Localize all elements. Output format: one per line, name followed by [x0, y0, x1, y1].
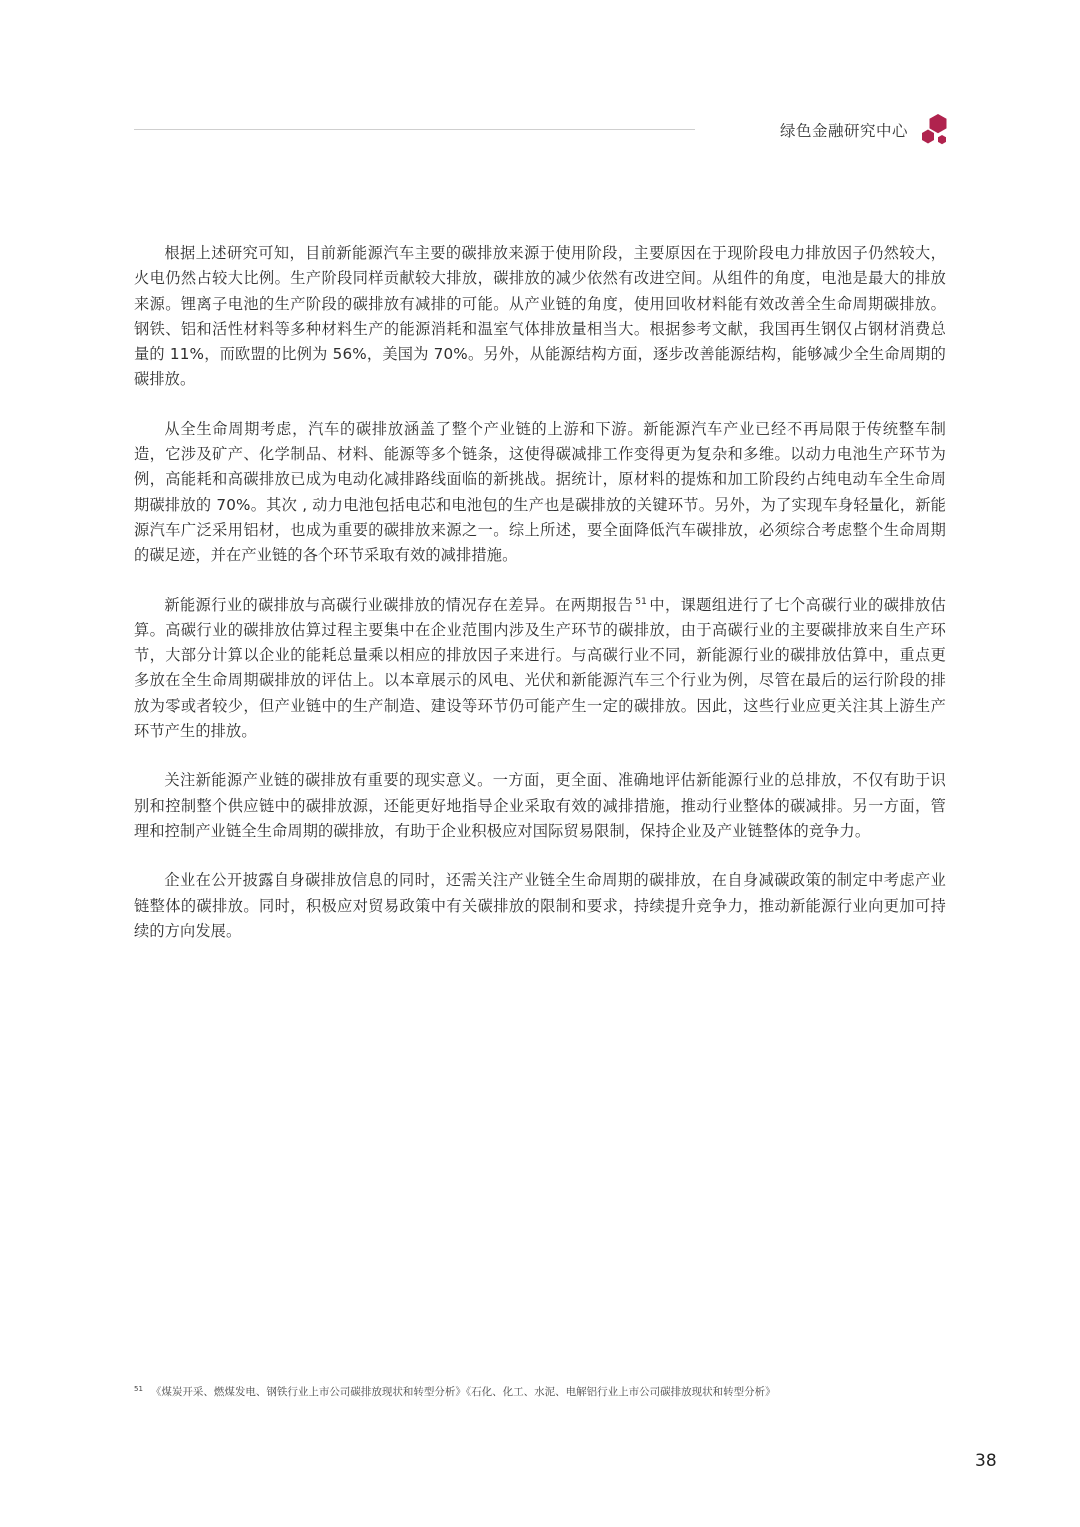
header-title: 绿色金融研究中心: [780, 122, 909, 140]
footnote: [134, 1384, 776, 1399]
paragraph: 根据上述研究可知，目前新能源汽车主要的碳排放来源于使用阶段，主要原因在于现阶段电力排放因子仍然较大，火电仍然占较大比例。生产阶段同样贡献较大排放，碳排放的减少依然有改进空间。从组件的角度，电池是最大的排放来源。锂离子电池的生产阶段的碳排放有减排的可能。从产业链的角度，使用回收材料能有效改善全生命周期碳排放。钢铁、铝和活性材料等多种材料生产的能源消耗和温室气体排放量相当大。根据参考文献，我国再生钢仅占钢材消费总量的 11%，而欧盟的比例为 56%，美国为 70%。另外，从能源结构方面，逐步改善能源结构，能够减少全生命周期的碳排放。: [134, 244, 946, 389]
paragraph-text: 中，课题组进行了七个高碳行业的碳排放估算。高碳行业的碳排放估算过程主要集中在企业范围内涉及生产环节的碳排放，由于高碳行业的主要碳排放来自生产环节，大部分计算以企业的能耗总量乘以相应的排放因子来进行。与高碳行业不同，新能源行业的碳排放估算中，重点更多放在全生命周期碳排放的评估上。以本章展示的风电、光伏和新能源汽车三个行业为例，尽管在最后的运行阶段的排放为零或者较少，但产业链中的生产制造、建设等环节仍可能产生一定的碳排放。因此，这些行业应更关注其上游生产环节产生的排放。: [134, 595, 947, 741]
footnote-reference[interactable]: 51: [635, 596, 648, 607]
hexagon-cluster-icon: [920, 113, 950, 147]
footnote-text: 《煤炭开采、燃煤发电、钢铁行业上市公司碳排放现状和转型分析》《石化、化工、水泥、电解铝行业上市公司碳排放现状和转型分析》: [150, 1386, 776, 1398]
header-divider: [134, 129, 695, 130]
footnote-mark: 51: [134, 1385, 143, 1393]
paragraph: 从全生命周期考虑，汽车的碳排放涵盖了整个产业链的上游和下游。新能源汽车产业已经不再局限于传统整车制造，它涉及矿产、化学制品、材料、能源等多个链条，这使得碳减排工作变得更为复杂和多维。以动力电池生产环节为例，高能耗和高碳排放已成为电动化减排路线面临的新挑战。据统计，原材料的提炼和加工阶段约占纯电动车全生命周期碳排放的 70%。其次 , 动力电池包括电芯和电池包的生产也是碳排放的关键环节。另外，为了实现车身轻量化，新能源汽车广泛采用铝材，也成为重要的碳排放来源之一。综上所述，要全面降低汽车碳排放，必须综合考虑整个生命周期的碳足迹，并在产业链的各个环节采取有效的减排措施。: [134, 419, 946, 565]
paragraph: [134, 593, 946, 745]
paragraph: 企业在公开披露自身碳排放信息的同时，还需关注产业链全生命周期的碳排放，在自身减碳政策的制定中考虑产业链整体的碳排放。同时，积极应对贸易政策中有关碳排放的限制和要求，持续提升竞争力，推动新能源行业向更加可持续的方向发展。: [134, 871, 946, 940]
body-content: [134, 241, 946, 968]
paragraph: 关注新能源产业链的碳排放有重要的现实意义。一方面，更全面、准确地评估新能源行业的总排放，不仅有助于识别和控制整个供应链中的碳排放源，还能更好地指导企业采取有效的减排措施，推动行业整体的碳减排。另一方面，管理和控制产业链全生命周期的碳排放，有助于企业积极应对国际贸易限制，保持企业及产业链整体的竞争力。: [134, 771, 946, 840]
paragraph-text: 新能源行业的碳排放与高碳行业碳排放的情况存在差异。在两期报告: [164, 595, 634, 614]
page-number: 38: [975, 1451, 997, 1471]
